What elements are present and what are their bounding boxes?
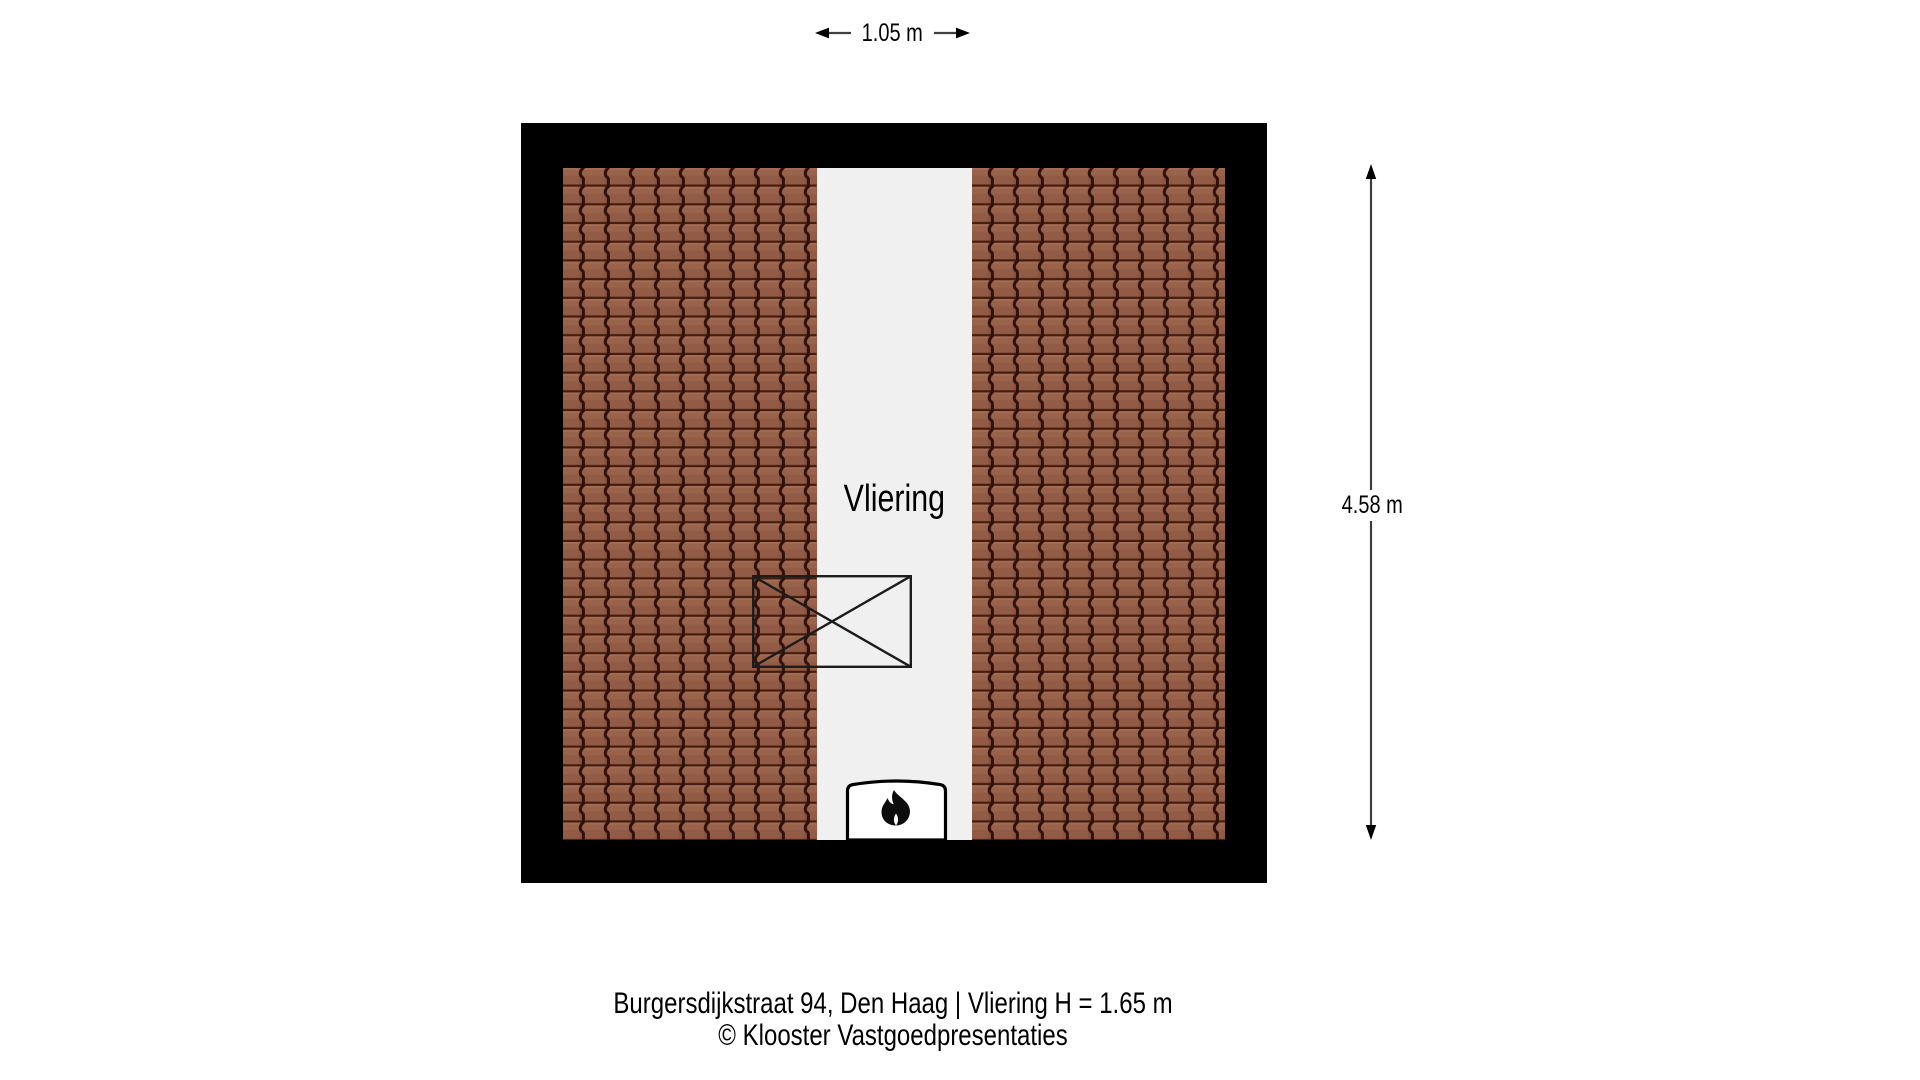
room-label: Vliering bbox=[843, 478, 945, 520]
roof-tiles-right-texture bbox=[972, 168, 1226, 840]
attic-floor-strip bbox=[817, 168, 972, 840]
dimension-arrow-left-icon bbox=[815, 26, 851, 40]
roof-tiles-left bbox=[563, 168, 817, 840]
dimension-arrow-down-icon bbox=[1366, 825, 1376, 840]
caption-copyright: © Klooster Vastgoedpresentaties bbox=[718, 1019, 1068, 1052]
roof-tiles-left-texture bbox=[563, 168, 817, 840]
top-dimension-label: 1.05 m bbox=[861, 19, 924, 47]
crossed-box-icon bbox=[752, 575, 912, 668]
roof-tiles-right bbox=[972, 168, 1226, 840]
attic-interior bbox=[563, 168, 1225, 840]
caption bbox=[493, 988, 1293, 1052]
right-dimension-label: 4.58 m bbox=[1322, 490, 1422, 521]
dimension-arrow-right-icon bbox=[934, 26, 970, 40]
heater bbox=[843, 778, 950, 840]
dimension-arrow-up-icon bbox=[1366, 164, 1376, 179]
top-dimension bbox=[815, 21, 970, 45]
floorplan bbox=[521, 123, 1267, 883]
caption-address: Burgersdijkstraat 94, Den Haag | Vliering H = 1.65 m bbox=[613, 987, 1173, 1020]
